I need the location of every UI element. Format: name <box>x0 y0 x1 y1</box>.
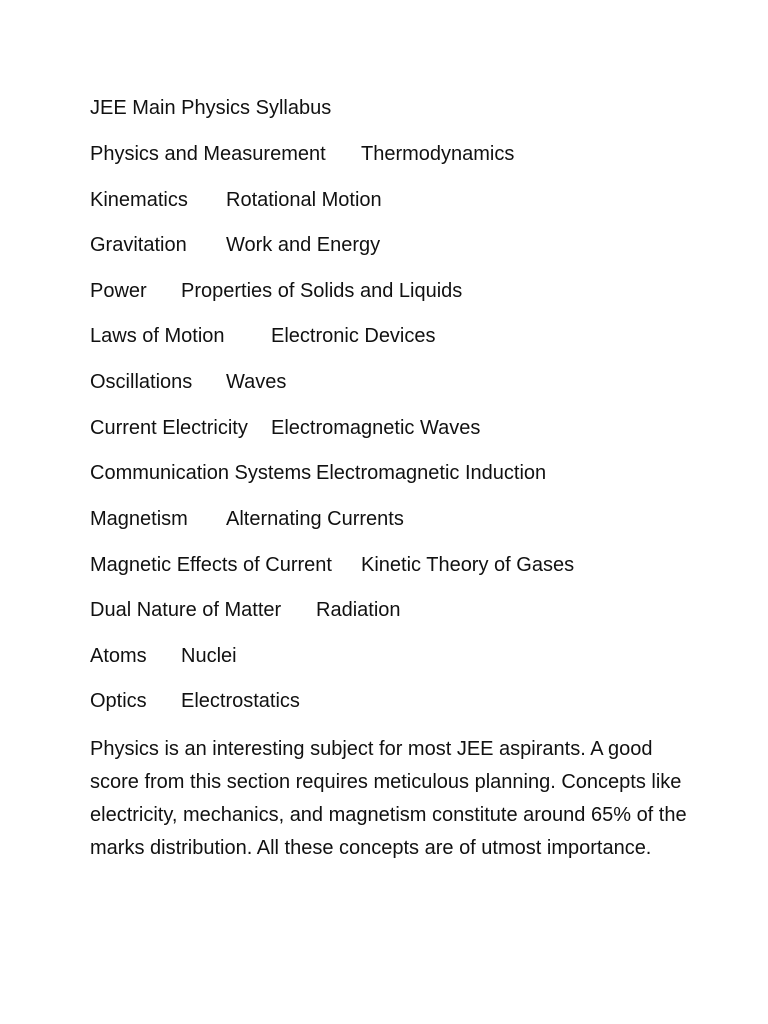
topic-left: Dual Nature of Matter <box>90 599 282 621</box>
topic-left: Magnetic Effects of Current <box>90 554 332 576</box>
topic-left: Gravitation <box>90 234 187 256</box>
description-paragraph: Physics is an interesting subject for most JEE aspirants. A good score from this section requires meticulous planning. Concepts like electricity, mechanics, and magnetism constitute around 65% of the marks distribution. All these concepts are of utmost importance. <box>90 738 687 859</box>
topic-right: Electromagnetic Waves <box>271 417 481 439</box>
topic-left: Atoms <box>90 645 147 667</box>
topic-right: Properties of Solids and Liquids <box>181 280 463 302</box>
document-title: JEE Main Physics Syllabus <box>90 97 332 119</box>
topic-left: Magnetism <box>90 508 188 530</box>
topic-right: Electronic Devices <box>271 325 436 347</box>
topic-left: Kinematics <box>90 189 188 211</box>
topic-left: Communication Systems <box>90 462 312 484</box>
topic-right: Thermodynamics <box>361 143 515 165</box>
topic-right: Alternating Currents <box>226 508 404 530</box>
topic-left: Physics and Measurement <box>90 143 326 165</box>
topic-left: Power <box>90 280 147 302</box>
topic-right: Electromagnetic Induction <box>316 462 547 484</box>
topic-left: Laws of Motion <box>90 325 225 347</box>
topic-left: Optics <box>90 690 147 712</box>
topic-left: Oscillations <box>90 371 193 393</box>
topic-right: Waves <box>226 371 287 393</box>
topic-right: Rotational Motion <box>226 189 382 211</box>
topic-right: Nuclei <box>181 645 237 667</box>
topic-left: Current Electricity <box>90 417 248 439</box>
topic-right: Electrostatics <box>181 690 300 712</box>
topic-right: Radiation <box>316 599 401 621</box>
topic-right: Work and Energy <box>226 234 381 256</box>
topic-right: Kinetic Theory of Gases <box>361 554 575 576</box>
